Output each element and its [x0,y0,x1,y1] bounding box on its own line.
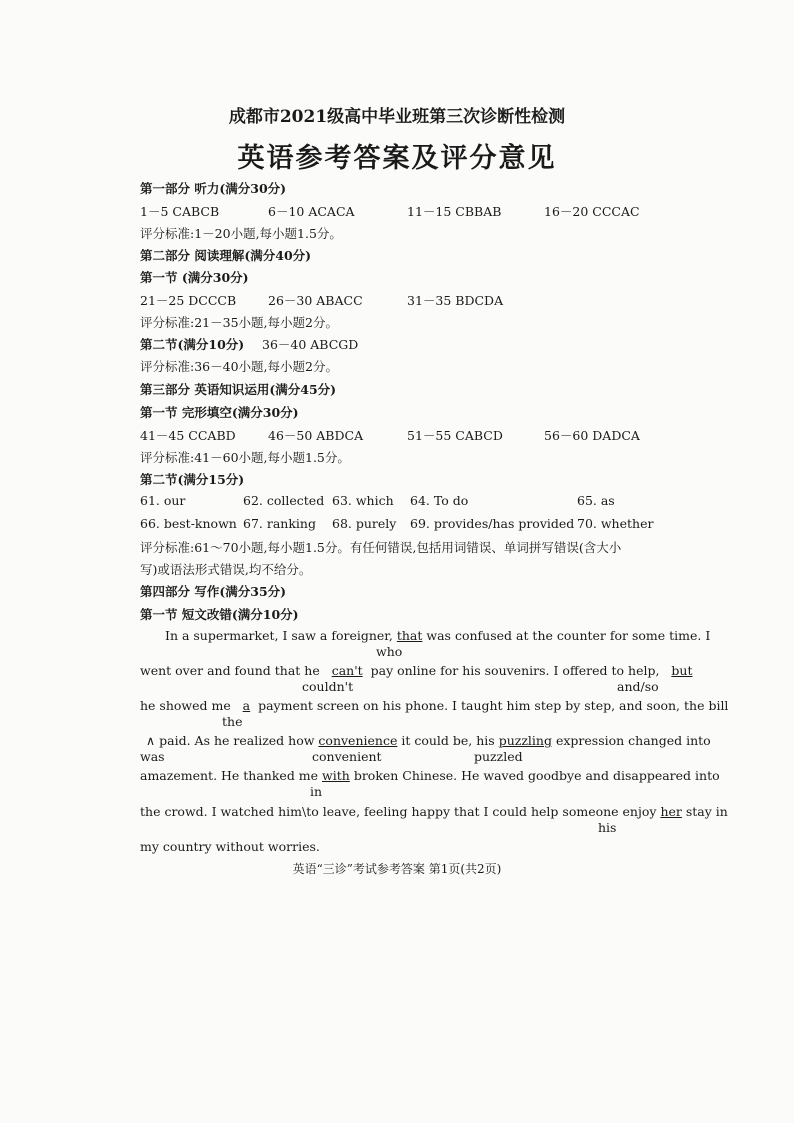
answer-group: 51－55 CABCD [407,428,503,443]
answer-group: 6－10 ACACA [268,204,355,219]
passage-text: pay online for his souvenirs. I offered to help, [370,663,660,678]
scoring-note: 写)或语法形式错误,均不给分。 [140,562,312,577]
error-word: that [396,628,423,643]
document-subtitle: 英语参考答案及评分意见 [237,143,557,174]
answer-item: 67. ranking [243,516,316,531]
answer-item: 66. best-known [140,516,237,531]
answer-group: 31－35 BDCDA [407,293,504,308]
passage-text: he showed me [140,698,231,713]
insertion-mark: ∧ [146,733,156,748]
passage-text: payment screen on his phone. I taught him step by step, and soon, the bill [258,698,729,713]
answer-item: 65. as [577,493,615,508]
passage-line [140,698,728,713]
answer-item: 63. which [332,493,394,508]
error-word: convenience [318,733,398,748]
passage-line: my country without worries. [140,839,320,854]
part1-heading: 第一部分 听力(满分30分) [140,181,287,196]
section-heading: 第一节 短文改错(满分10分) [140,607,299,622]
section-heading: 第二节(满分15分) [140,472,245,487]
deletion-mark: \ [302,804,307,819]
correction: in [310,784,323,799]
error-word: a [242,698,251,713]
answer-group: 1－5 CABCB [140,204,220,219]
passage-text: went over and found that he [140,663,320,678]
part4-heading: 第四部分 写作(满分35分) [140,584,287,599]
passage-text: to leave, feeling happy that I could help someone enjoy [306,804,657,819]
correction: puzzled [474,749,523,764]
part2-heading: 第二部分 阅读理解(满分40分) [140,248,312,263]
passage-line [165,628,710,643]
part3-heading: 第三部分 英语知识运用(满分45分) [140,382,337,397]
passage-text: expression changed into [555,733,711,748]
answer-item: 61. our [140,493,186,508]
passage-text: amazement. He thanked me [140,768,319,783]
answer-group: 36－40 ABCGD [262,337,359,352]
section-heading: 第一节 完形填空(满分30分) [140,405,299,420]
correction: and/so [617,679,659,694]
scoring-note: 评分标准:36－40小题,每小题2分。 [140,359,338,374]
correction: couldn't [302,679,354,694]
answer-item: 68. purely [332,516,397,531]
error-word: puzzling [498,733,552,748]
main-title: 成都市2021级高中毕业班第三次诊断性检测 [228,107,566,127]
error-word: can't [331,663,363,678]
answer-group: 46－50 ABDCA [268,428,364,443]
error-word: her [660,804,682,819]
scoring-note: 评分标准:1－20小题,每小题1.5分。 [140,226,342,241]
passage-text: In a supermarket, I saw a foreigner, [165,628,393,643]
correction: his [598,820,617,835]
passage-text: the crowd. I watched him [140,804,303,819]
section-heading: 第一节 (满分30分) [140,270,249,285]
passage-text: it could be, his [401,733,495,748]
scoring-note: 评分标准:21－35小题,每小题2分。 [140,315,338,330]
error-word: but [671,663,693,678]
passage-line [146,733,711,748]
answer-group: 41－45 CCABD [140,428,236,443]
page-footer: 英语“三诊”考试参考答案 第1页(共2页) [292,862,502,876]
answer-group: 56－60 DADCA [544,428,640,443]
correction: the [222,714,243,729]
correction: who [376,644,403,659]
section-heading: 第二节(满分10分) [140,337,245,352]
answer-group: 16－20 CCCAC [544,204,640,219]
passage-text: stay in [685,804,728,819]
scoring-note: 评分标准:61～70小题,每小题1.5分。有任何错误,包括用词错误、单词拼写错误(含大小 [140,540,622,555]
correction: convenient [312,749,382,764]
passage-line [140,663,692,678]
passage-line [140,768,720,783]
answer-item: 69. provides/has provided [410,516,575,531]
passage-text: was confused at the counter for some time. I [426,628,711,643]
answer-group: 11－15 CBBAB [407,204,502,219]
answer-group: 21－25 DCCCB [140,293,237,308]
answer-item: 62. collected [243,493,325,508]
answer-item: 64. To do [410,493,469,508]
error-word: with [322,768,350,783]
answer-group: 26－30 ABACC [268,293,363,308]
scoring-note: 评分标准:41－60小题,每小题1.5分。 [140,450,350,465]
passage-text: paid. As he realized how [159,733,315,748]
passage-line [140,804,728,819]
correction: was [140,749,165,764]
passage-text: broken Chinese. He waved goodbye and disappeared into [353,768,720,783]
answer-item: 70. whether [577,516,654,531]
